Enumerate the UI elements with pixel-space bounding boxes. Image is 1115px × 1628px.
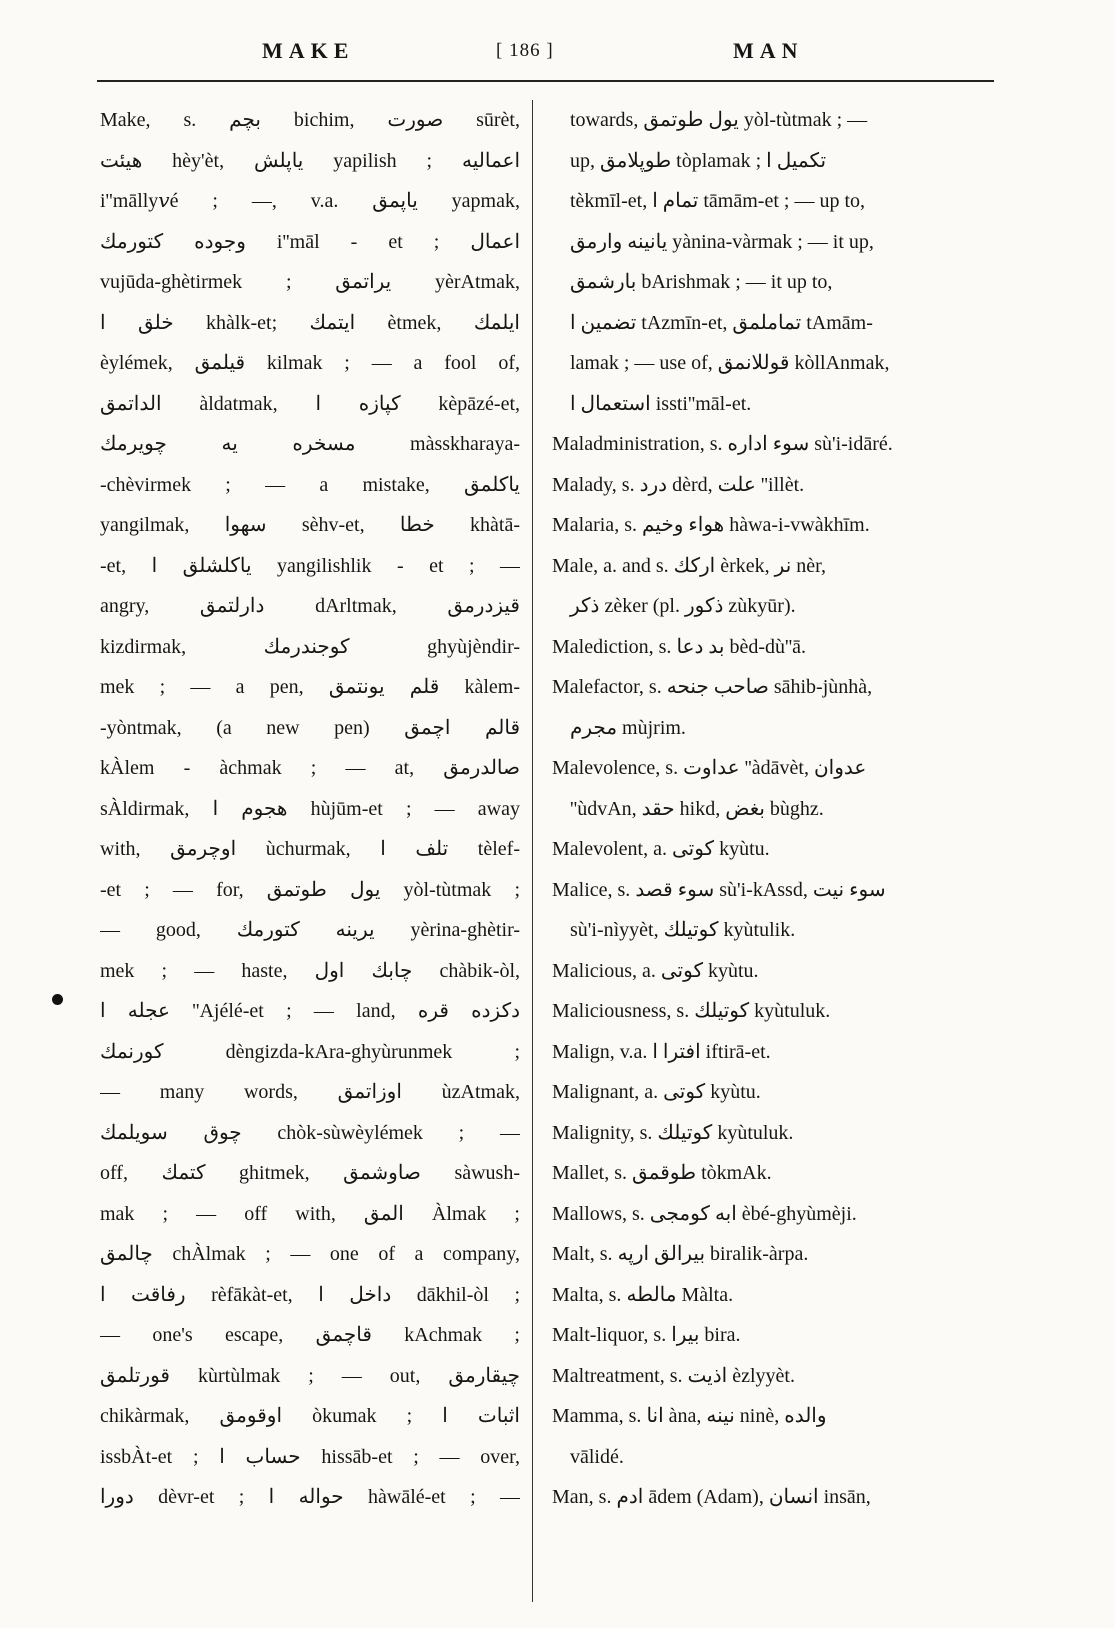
entry-line: vālidé.	[570, 1445, 624, 1468]
entry-line: èylémek, قيلمق kilmak ; — a fool of,	[100, 352, 520, 374]
entry-line: استعمال ا issti''māl-et.	[570, 392, 752, 415]
entry-line: Malignant, a. كوتى kyùtu.	[552, 1081, 761, 1103]
entry-line: Malignity, s. كوتيلك kyùtuluk.	[552, 1121, 794, 1144]
entry-line: i''mālly𝑣é ; —, v.a. ياپمق yapmak,	[100, 190, 520, 212]
entry-line: كورنمك dèngizda-kAra-ghyùrunmek ;	[100, 1040, 520, 1063]
entry-line: وجوده كتورمك i''māl - et ; اعمال	[100, 230, 520, 253]
entry-line: Malicious, a. كوتى kyùtu.	[552, 959, 759, 982]
entry-line: Mallet, s. طوقمق tòkmAk.	[552, 1162, 772, 1184]
entry-line: ''ùdvAn, حقد hikd, بغض bùghz.	[570, 797, 824, 820]
entry-line: عجله ا ''Ajélé-et ; — land, دكزده قره	[100, 1000, 520, 1022]
entry-line: -chèvirmek ; — a mistake, ياكلمق	[100, 473, 520, 496]
entry-line: sù'i-nìyyèt, كوتيلك kyùtulik.	[570, 919, 796, 941]
header-rule	[97, 80, 994, 82]
entry-line: sÀldirmak, هجوم ا hùjūm-et ; — away	[100, 797, 520, 820]
header-right-guideword: MAN	[733, 38, 804, 63]
column-divider	[532, 100, 533, 1602]
entry-line: Mallows, s. ابه كومجى èbé-ghyùmèji.	[552, 1202, 857, 1225]
right-column	[552, 100, 992, 1518]
entry-line: Malice, s. سوء قصد sù'i-kAssd, سوء نيت	[552, 878, 886, 901]
entry-line: yangilmak, سهوا sèhv-et, خطا khàtā-	[100, 514, 520, 536]
entry-line: Malign, v.a. افترا ا iftirā-et.	[552, 1040, 771, 1063]
entry-line: Mamma, s. انا àna, نينه ninè, والده	[552, 1405, 827, 1427]
entry-line: Malta, s. مالطه Màlta.	[552, 1283, 734, 1306]
entry-line: Malaria, s. هواء وخيم hàwa-i-vwàkhīm.	[552, 514, 870, 536]
entry-line: Malediction, s. بد دعا bèd-dù''ā.	[552, 635, 807, 658]
entry-line: vujūda-ghètirmek ; يراتمق yèrAtmak,	[100, 271, 520, 293]
entry-line: Malefactor, s. صاحب جنحه sāhib-jùnhà,	[552, 676, 873, 698]
entry-line: مجرم mùjrim.	[570, 716, 686, 739]
entry-line: off, كتمك ghitmek, صاوشمق sàwush-	[100, 1162, 520, 1184]
entry-line: ذكر zèker (pl. ذكور zùkyūr).	[570, 595, 796, 617]
entry-line: mak ; — off with, المق Àlmak ;	[100, 1202, 520, 1225]
entry-line: chikàrmak, اوقومق òkumak ; اثبات ا	[100, 1405, 520, 1427]
entry-line: kÀlem - àchmak ; — at, صالدرمق	[100, 757, 520, 779]
entry-line: Maladministration, s. سوء اداره sù'i-idāré.	[552, 433, 893, 455]
entry-line: issbÀt-et ; حساب ا hissāb-et ; — over,	[100, 1445, 520, 1468]
entry-line: Make, s. بچم bichim, صورت sūrèt,	[100, 109, 520, 131]
ink-spot	[52, 994, 63, 1005]
entry-line: بارشمق bArishmak ; — it up to,	[570, 271, 833, 293]
entry-line: up, طوپلامق tòplamak ; تكميل ا	[570, 149, 827, 172]
entry-line: with, اوچرمق ùchurmak, تلف ا tèlef-	[100, 838, 520, 860]
entry-line: رفاقت ا rèfākàt-et, داخل ا dākhil-òl ;	[100, 1283, 520, 1306]
page-number: [ 186 ]	[496, 40, 554, 61]
entry-line: mek ; — haste, چابك اول chàbik-òl,	[100, 959, 520, 982]
entry-line: mek ; — a pen, قلم يونتمق kàlem-	[100, 676, 520, 698]
entry-line: tèkmīl-et, تمام ا tāmām-et ; — up to,	[570, 190, 866, 212]
entry-line: -et, ياكلشلق ا yangilishlik - et ; —	[100, 554, 520, 577]
entry-line: — many words, اوزاتمق ùzAtmak,	[100, 1081, 520, 1103]
entry-line: -yòntmak, (a new pen) قالم اچمق	[100, 716, 520, 739]
entry-line: الداتمق àldatmak, كپازه ا kèpāzé-et,	[100, 392, 520, 415]
entry-line: Malt, s. بيرالق ارپه biralik-àrpa.	[552, 1243, 809, 1265]
entry-line: -et ; — for, يول طوتمق yòl-tùtmak ;	[100, 878, 520, 901]
entry-line: Malevolent, a. كوتى kyùtu.	[552, 838, 770, 860]
entry-line: Maltreatment, s. اذيت èzlyyèt.	[552, 1364, 795, 1387]
entry-line: Maliciousness, s. كوتيلك kyùtuluk.	[552, 1000, 831, 1022]
entry-line: تضمين ا tAzmīn-et, تماملمق tAmām-	[570, 311, 873, 334]
header-left-guideword: MAKE	[262, 38, 355, 63]
entry-line: towards, يول طوتمق yòl-tùtmak ; —	[570, 109, 868, 131]
entry-line: Malt-liquor, s. بيرا bira.	[552, 1324, 741, 1346]
entry-line: يانينه وارمق yànina-vàrmak ; — it up,	[570, 230, 874, 253]
entry-line: هيئت hèy'èt, ياپلش yapilish ; اعماليه	[100, 149, 520, 172]
left-column	[100, 100, 520, 1518]
entry-line: — good, يرينه كتورمك yèrina-ghètir-	[100, 919, 520, 941]
entry-line: Malady, s. درد dèrd, علت ''illèt.	[552, 473, 805, 496]
entry-line: Male, a. and s. اركك èrkek, نر nèr,	[552, 554, 827, 577]
entry-line: قورتلمق kùrtùlmak ; — out, چيقارمق	[100, 1364, 520, 1387]
entry-line: — one's escape, قاچمق kAchmak ;	[100, 1324, 520, 1346]
entry-line: دورا dèvr-et ; حواله ا hàwālé-et ; —	[100, 1486, 520, 1508]
entry-line: lamak ; — use of, قوللانمق kòllAnmak,	[570, 352, 890, 374]
entry-line: چالمق chÀlmak ; — one of a company,	[100, 1243, 520, 1265]
entry-line: چوق سويلمك chòk-sùwèylémek ; —	[100, 1121, 520, 1144]
entry-line: kizdirmak, كوجندرمك ghyùjèndir-	[100, 635, 520, 658]
entry-line: مسخره يه چويرمك màsskharaya-	[100, 433, 520, 455]
entry-line: Malevolence, s. عداوت ''àdāvèt, عدوان	[552, 757, 867, 779]
entry-line: Man, s. ادم ādem (Adam), انسان insān,	[552, 1486, 871, 1508]
entry-line: angry, دارلتمق dArltmak, قيزدرمق	[100, 595, 520, 617]
entry-line: خلق ا khàlk-et; ايتمك ètmek, ايلمك	[100, 311, 520, 334]
